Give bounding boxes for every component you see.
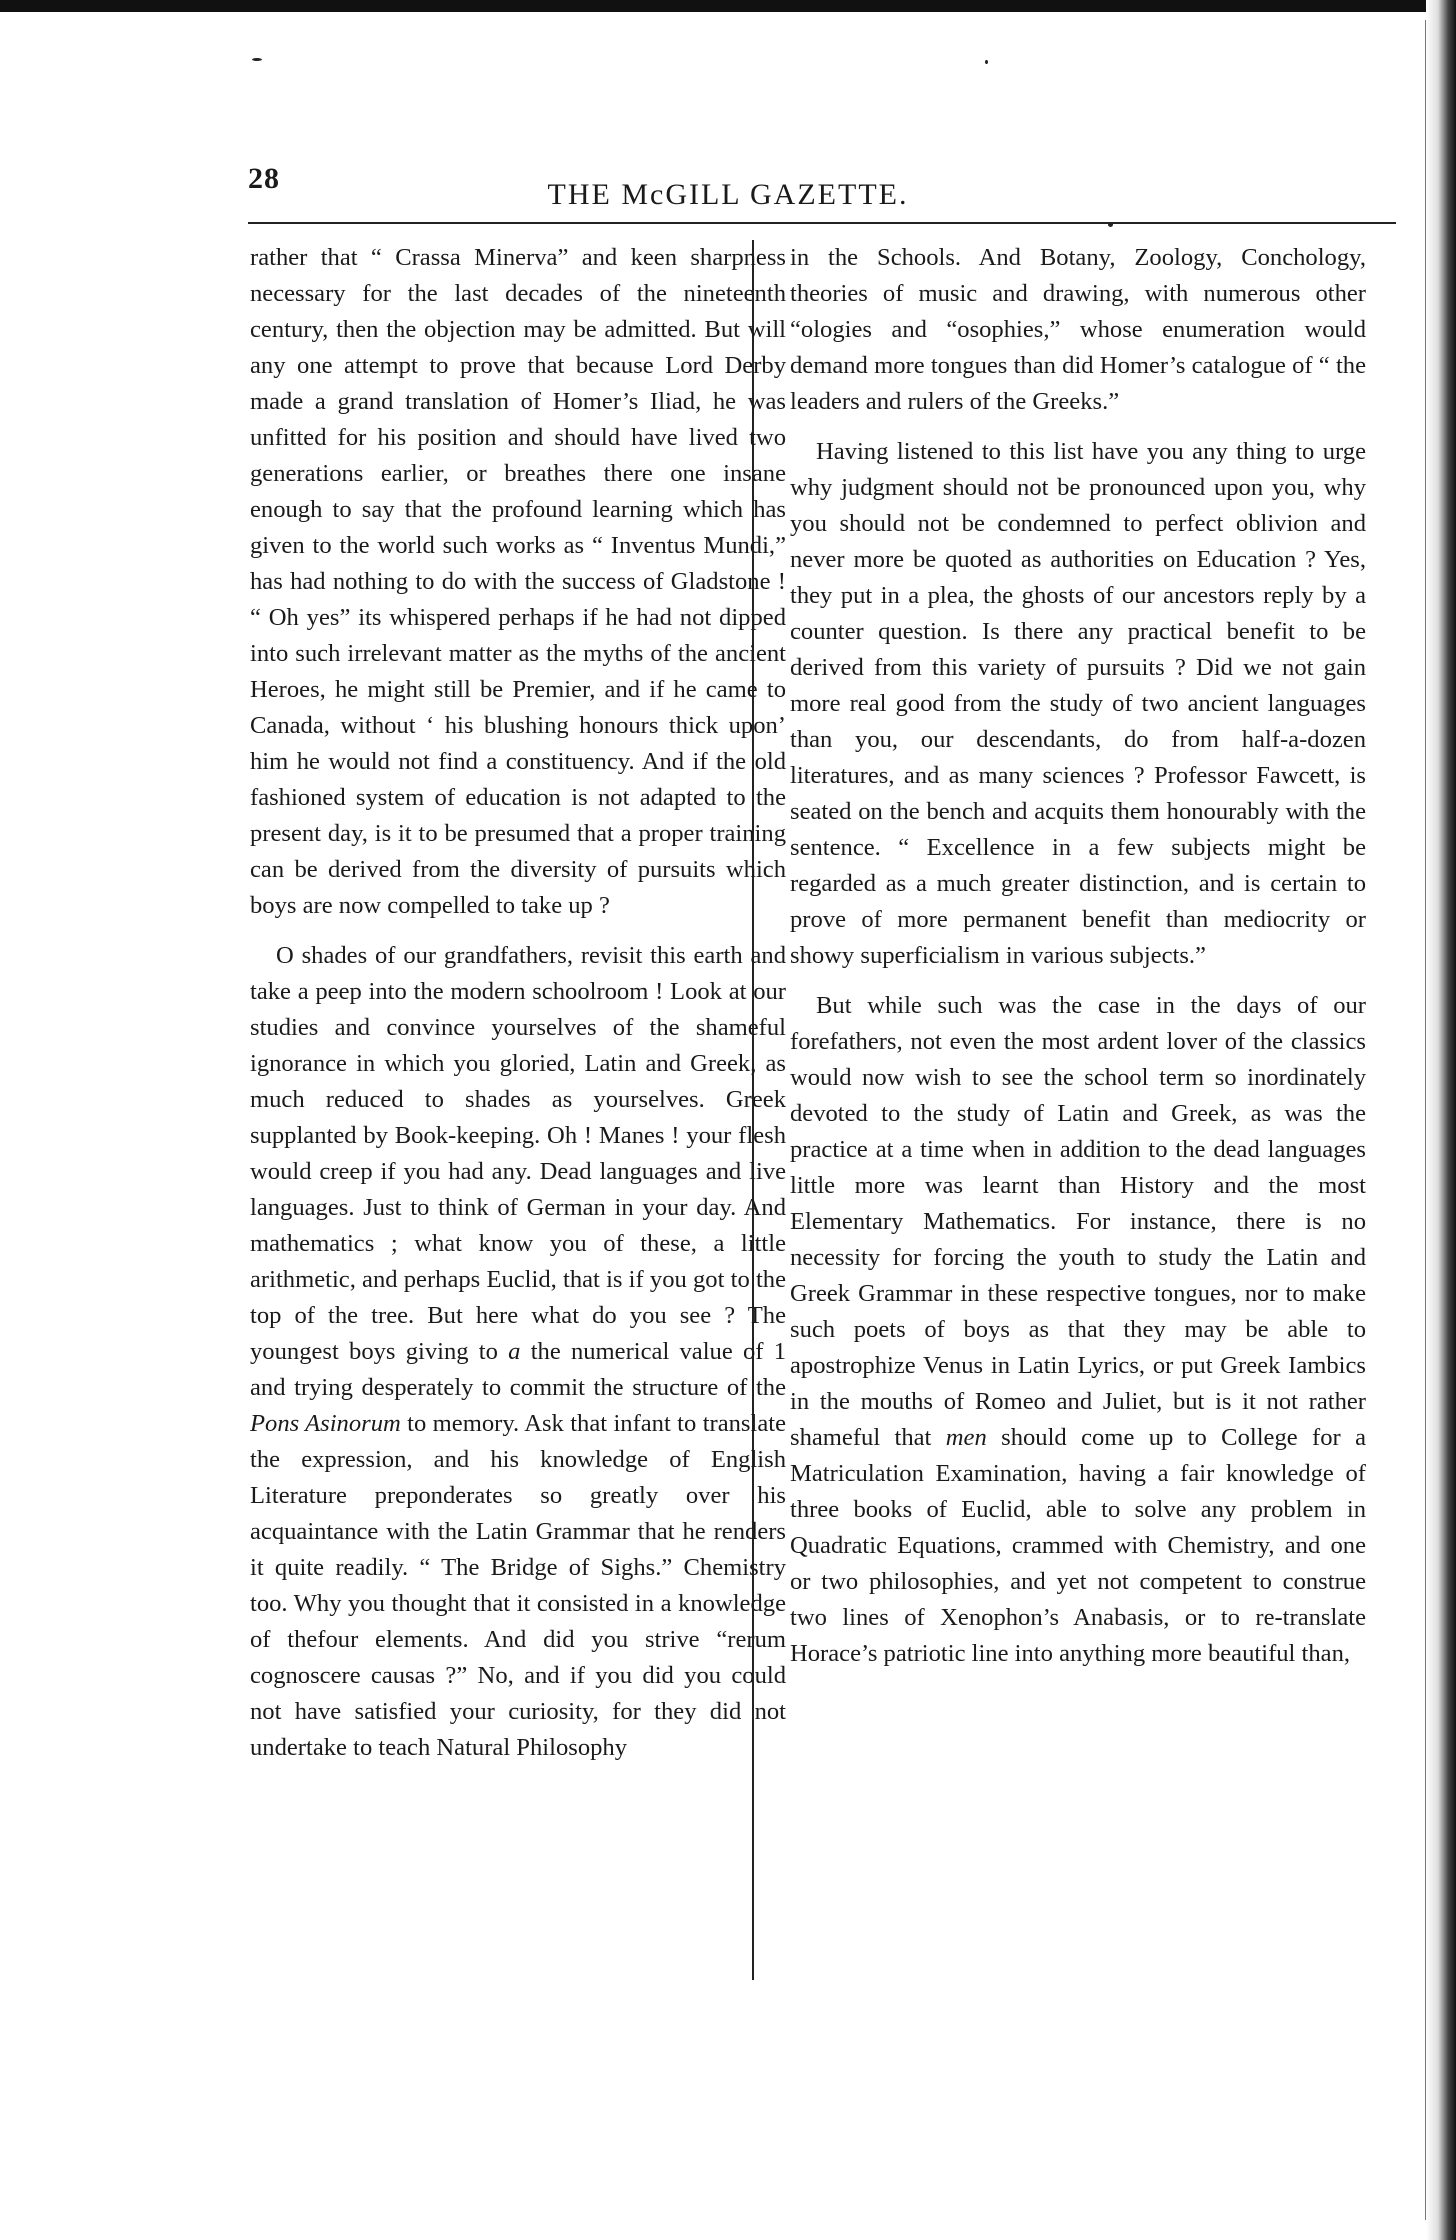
left-paragraph-2 (250, 938, 786, 1766)
paragraph-text: to memory. Ask that infant to translate the expression, and his knowledge of English Literature preponderates so greatly over his acquaintance with the Latin Grammar that he renders it quite readily. “ The Bridge of Sighs.” Chemistry too. Why you thought that it consisted in a knowledge of thefour elements. And did you strive “rerum cognoscere causas ?” No, and if you did you could not have satisfied your curiosity, for they did not undertake to teach Natural Philosophy (250, 1410, 786, 1761)
paragraph-text: But while such was the case in the days of our forefathers, not even the most ardent lover of the classics would now wish to see the school term so inordinately devoted to the study of Latin and Greek, as was the practice at a time when in addition to the dead languages little more was learnt than History and the most Elementary Mathematics. For instance, there is no necessity for forcing the youth to study the Latin and Greek Grammar in these respective tongues, nor to make such poets of boys as that they may be able to apostrophize Venus in Latin Lyrics, or put Greek Iambics in the mouths of Romeo and Juliet, but is it not rather shameful that (790, 992, 1366, 1451)
left-column (250, 240, 786, 1766)
paragraph-text: O shades of our grandfathers, revisit this earth and take a peep into the modern schoolroom ! Look at our studies and convince yourselves of the shameful ignorance in which you gloried, Latin and Greek, as much reduced to shades as yourselves. Greek supplanted by Book-keeping. Oh ! Manes ! your flesh would creep if you had any. Dead languages and live languages. Just to think of German in your day. And mathematics ; what know you of these, a little arithmetic, and perhaps Euclid, that is if you got to the top of the tree. But here what do you see ? The youngest boys giving to (250, 942, 786, 1365)
paragraph-text: should come up to College for a Matriculation Examination, having a fair knowledge of three books of Euclid, able to solve any problem in Quadratic Equations, crammed with Chemistry, and one or two philosophies, and yet not competent to construe two lines of Xenophon’s Anabasis, or to re-translate Horace’s patriotic line into anything more beautiful than, (790, 1424, 1366, 1667)
right-paragraph-1: in the Schools. And Botany, Zoology, Conchology, theories of music and drawing, with numerous other “ologies and “osophies,” whose enumeration would demand more tongues than did Homer’s catalogue of “ the leaders and rulers of the Greeks.” (790, 244, 1366, 415)
left-paragraph-1: rather that “ Crassa Minerva” and keen sharpness necessary for the last decades of the nineteenth century, then the objection may be admitted. But will any one attempt to prove that because Lord Derby made a grand translation of Homer’s Iliad, he was unfitted for his position and should have lived two generations earlier, or breathes there one insane enough to say that the profound learning which has given to the world such works as “ Inventus Mundi,” has had nothing to do with the success of Gladstone ! “ Oh yes” its whispered perhaps if he had not dipped into such irrelevant matter as the myths of the ancient Heroes, he might still be Premier, and if he came to Canada, without ‘ his blushing honours thick upon’ him he would not find a constituency. And if the old fashioned system of education is not adapted to the present day, is it to be presumed that a proper training can be derived from the diversity of pursuits which boys are now compelled to take up ? (250, 244, 786, 919)
right-column (790, 240, 1366, 1672)
ink-speck (252, 58, 262, 61)
paragraph-text: the numerical value of (530, 1338, 764, 1365)
running-title: THE McGILL GAZETTE. (547, 178, 909, 211)
header-rule (248, 222, 1396, 224)
scan-top-border (0, 0, 1456, 12)
italic-a: a (508, 1338, 521, 1365)
ink-speck (985, 60, 988, 64)
numeral-one: 1 (773, 1338, 787, 1365)
right-paragraph-2: Having listened to this list have you any thing to urge why judgment should not be pronounced upon you, why you should not be condemned to perfect oblivion and never more be quoted as authorities on Education ? Yes, they put in a plea, the ghosts of our ancestors reply by a counter question. Is there any practical benefit to be derived from this variety of pursuits ? Did we not gain more real good from the study of two ancient languages than you, our descendants, do from half-a-dozen literatures, and as many sciences ? Professor Fawcett, is seated on the bench and acquits them honourably with the sentence. “ Excellence in a few subjects might be regarded as a much greater distinction, and is certain to prove of more permanent benefit than mediocrity or showy superficialism in various subjects.” (790, 438, 1366, 969)
page-number: 28 (248, 162, 280, 195)
italic-men: men (945, 1424, 987, 1451)
scan-right-shadow (1426, 0, 1456, 2240)
pons-asinorum: Pons Asinorum (250, 1410, 401, 1437)
paragraph-text: and trying desperately to commit the structure of the (250, 1374, 786, 1401)
right-paragraph-3 (790, 988, 1366, 1672)
